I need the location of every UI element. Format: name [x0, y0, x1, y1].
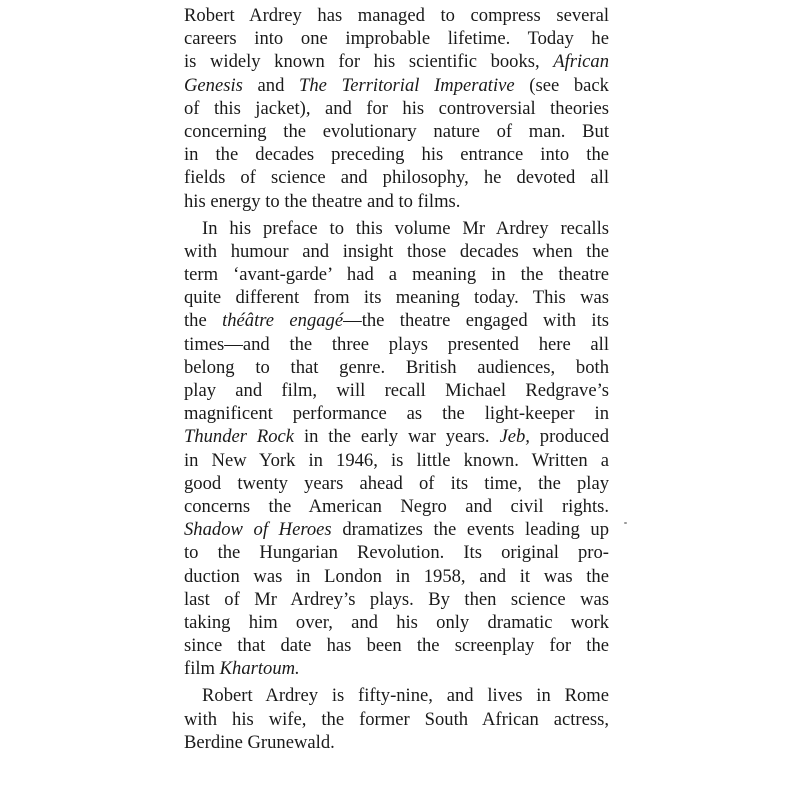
text-line: last of Mr Ardrey’s plays. By then science was — [184, 588, 609, 610]
text-line: in the decades preceding his entrance into the — [184, 144, 609, 166]
text-line: concerning the evolutionary nature of man. But — [184, 120, 609, 142]
text-line: with humour and insight those decades when the — [184, 240, 609, 262]
text-line: belong to that genre. British audiences, both — [184, 356, 609, 378]
text-line: magnificent performance as the light-keeper in — [184, 403, 609, 425]
text-line: fields of science and philosophy, he devoted all — [184, 167, 609, 189]
print-speck — [624, 522, 627, 524]
text-line: of this jacket), and for his controversial theories — [184, 97, 609, 119]
italic-title: African — [553, 51, 609, 73]
italic-title: Shadow of Heroes — [184, 519, 332, 541]
text-line: play and film, will recall Michael Redgrave’s — [184, 380, 609, 401]
text-line: quite different from its meaning today. This was — [184, 287, 609, 309]
text-line: his energy to the theatre and to films. — [184, 190, 461, 212]
text-line: Robert Ardrey is fifty-nine, and lives in Rome — [202, 685, 609, 707]
text-line: Berdine Grunewald. — [184, 731, 335, 753]
paragraph-1 — [184, 4, 609, 213]
text-line: times—and the three plays presented here all — [184, 333, 609, 355]
text-line: Genesis and The Territorial Imperative (see back — [184, 74, 609, 96]
text-line: duction was in London in 1958, and it was the — [184, 565, 609, 587]
jacket-blurb-text — [184, 4, 609, 754]
italic-title: The Territorial Imperative — [299, 74, 515, 96]
italic-title: Jeb, — [499, 426, 530, 448]
text-line: In his preface to this volume Mr Ardrey recalls — [202, 217, 609, 239]
paragraph-2 — [184, 217, 609, 681]
text-line: Robert Ardrey has managed to compress several — [184, 5, 609, 26]
italic-title: théâtre engagé — [222, 310, 344, 332]
text-line: Shadow of Heroes dramatizes the events leading up — [184, 519, 609, 541]
text-line: with his wife, the former South African actress, — [184, 708, 609, 730]
text-line: to the Hungarian Revolution. Its original pro- — [184, 542, 609, 564]
italic-title: Genesis — [184, 74, 243, 96]
text-line: is widely known for his scientific books, African — [184, 51, 609, 73]
text-line: careers into one improbable lifetime. Today he — [184, 28, 609, 50]
text-line: the théâtre engagé—the theatre engaged with its — [184, 310, 609, 332]
text-line: Thunder Rock in the early war years. Jeb, produced — [184, 426, 609, 448]
text-line: concerns the American Negro and civil rights. — [184, 495, 609, 517]
italic-title: Thunder Rock — [184, 426, 295, 448]
text-line: term ‘avant-garde’ had a meaning in the theatre — [184, 264, 609, 286]
paragraph-3 — [184, 684, 609, 754]
text-line: since that date has been the screenplay for the — [184, 635, 609, 657]
text-line: in New York in 1946, is little known. Written a — [184, 449, 609, 471]
italic-title: Khartoum. — [219, 658, 300, 680]
text-line: film Khartoum. — [184, 658, 300, 680]
text-line: good twenty years ahead of its time, the play — [184, 472, 609, 494]
text-line: taking him over, and his only dramatic work — [184, 611, 609, 633]
